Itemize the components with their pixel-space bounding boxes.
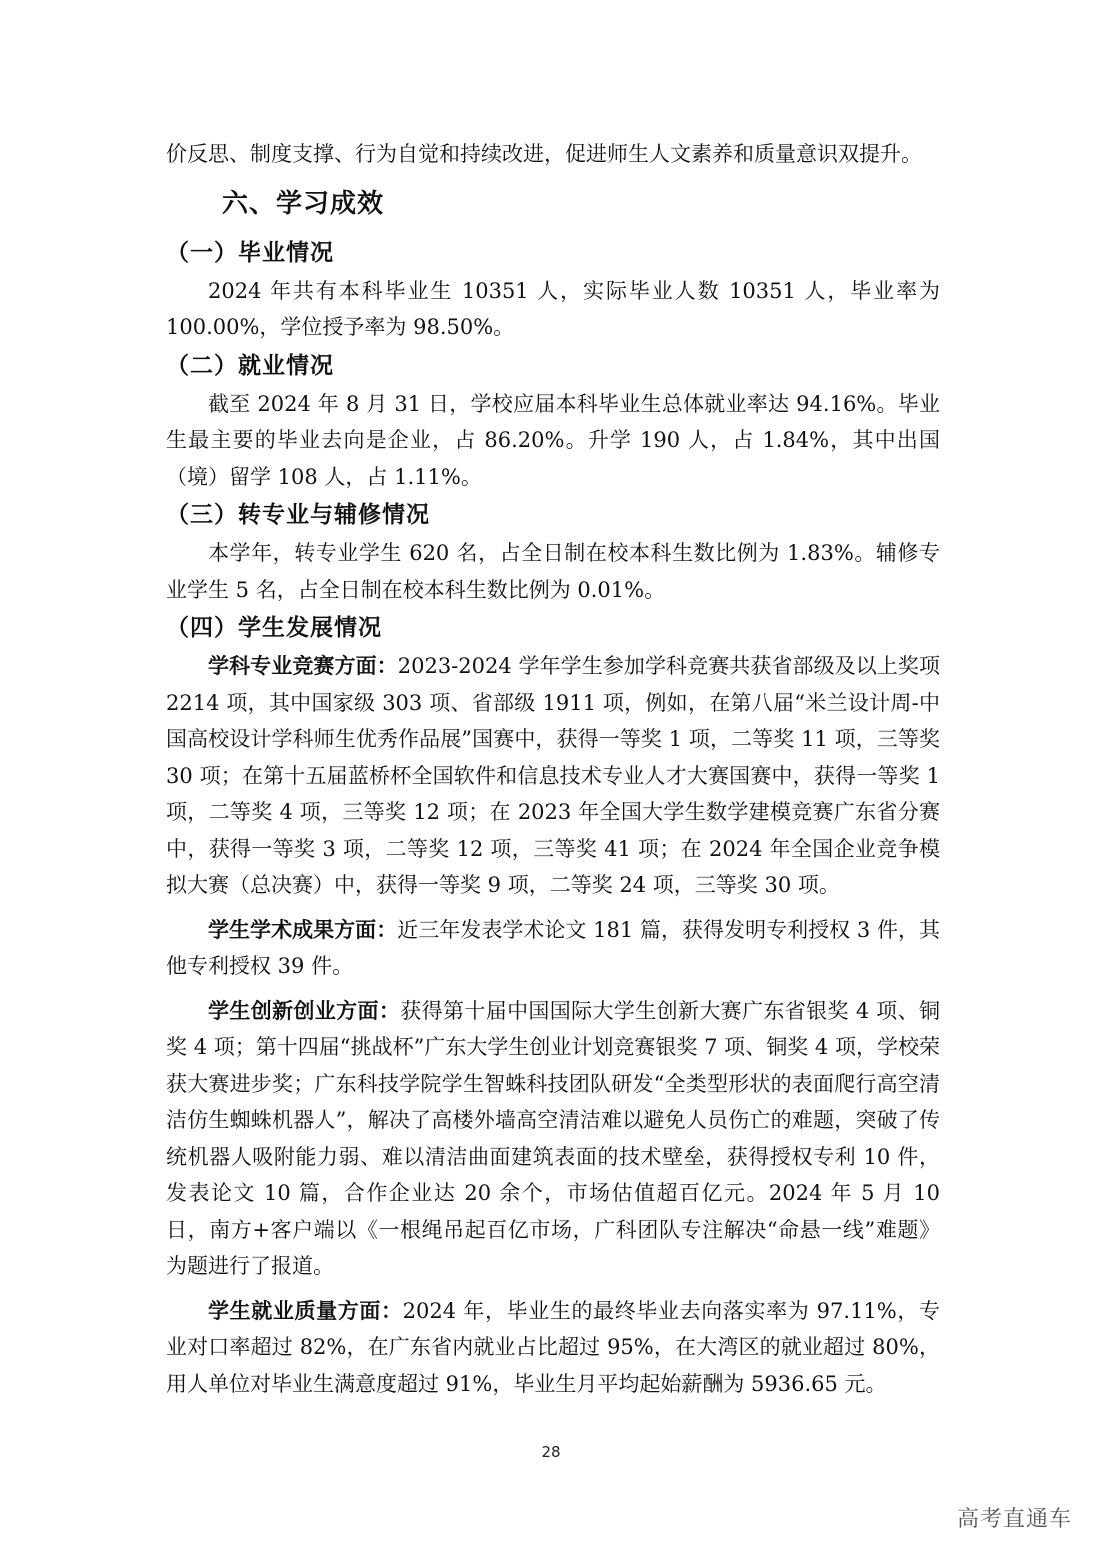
section-heading-transfer: （三）转专业与辅修情况: [166, 502, 430, 528]
page-number: 28: [541, 1443, 561, 1461]
graduation-paragraph: 2024 年共有本科毕业生 10351 人，实际毕业人数 10351 人，毕业率为100.00%，学位授予率为 98.50%。: [166, 278, 940, 339]
transfer-paragraph: 本学年，转专业学生 620 名，占全日制在校本科生数比例为 1.83%。辅修专业学生 5 名，占全日制在校本科生数比例为 0.01%。: [166, 541, 940, 602]
competition-text: 2023-2024 学年学生参加学科竞赛共获省部级及以上奖项 2214 项，其中国家级 303 项、省部级 1911 项，例如，在第八届“米兰设计周-中国高校设计学科师生优秀作品展”国赛中，获得一等奖 1 项，二等奖 11 项，三等奖 30 项；在第十五届蓝桥杯全国软件和信息技术专业人才大赛国赛中，获得一等奖 1 项，二等奖 4 项，三等奖 12 项；在 2023 年全国大学生数学建模竞赛广东省分赛中，获得一等奖 3 项，二等奖 12 项，三等奖 41 项；在 2024 年全国企业竞争模拟大赛（总决赛）中，获得一等奖 9 项，二等奖 24 项，三等奖 30 项。: [166, 654, 941, 897]
innovation-lead: 学生创新创业方面：: [208, 998, 401, 1023]
continuation-paragraph: 价反思、制度支撑、行为自觉和持续改进，促进师生人文素养和质量意识双提升。: [166, 142, 922, 166]
quality-paragraph: [166, 1293, 940, 1403]
watermark-text: 高考直通车: [956, 1507, 1072, 1532]
quality-lead: 学生就业质量方面：: [208, 1298, 403, 1323]
academic-paragraph: [166, 912, 940, 985]
section-heading-employment: （二）就业情况: [166, 352, 334, 379]
page-content: [166, 136, 940, 1402]
academic-lead: 学生学术成果方面：: [208, 917, 398, 942]
quality-text: 2024 年，毕业生的最终毕业去向落实率为 97.11%，专业对口率超过 82%，在广东省内就业占比超过 95%，在大湾区的就业超过 80%，用人单位对毕业生满意度超过 91%，毕业生月平均起始薪酬为 5936.65 元。: [166, 1298, 940, 1396]
competition-paragraph: [166, 648, 940, 904]
innovation-paragraph: [166, 993, 940, 1285]
section-heading-graduation: （一）毕业情况: [166, 239, 334, 266]
academic-text: 近三年发表学术论文 181 篇，获得发明专利授权 3 件，其他专利授权 39 件。: [166, 917, 940, 978]
chapter-title: 六、学习成效: [222, 188, 385, 219]
innovation-text: 获得第十届中国国际大学生创新大赛广东省银奖 4 项、铜奖 4 项；第十四届“挑战杯”广东大学生创业计划竞赛银奖 7 项、铜奖 4 项，学校荣获大赛进步奖；广东科技学院学生智蛛科技团队研发“全类型形状的表面爬行高空清洁仿生蜘蛛机器人”，解决了高楼外墙高空清洁难以避免人员伤亡的难题，突破了传统机器人吸附能力弱、难以清洁曲面建筑表面的技术壁垒，获得授权专利 10 件，发表论文 10 篇，合作企业达 20 余个，市场估值超百亿元。2024 年 5 月 10 日，南方+客户端以《一根绳吊起百亿市场，广科团队专注解决“命悬一线”难题》为题进行了报道。: [166, 998, 941, 1278]
employment-paragraph: 截至 2024 年 8 月 31 日，学校应届本科毕业生总体就业率达 94.16%。毕业生最主要的毕业去向是企业，占 86.20%。升学 190 人，占 1.84%，其中出国（境）留学 108 人，占 1.11%。: [166, 391, 940, 489]
section-heading-development: （四）学生发展情况: [166, 615, 382, 641]
competition-lead: 学科专业竞赛方面：: [208, 654, 398, 678]
